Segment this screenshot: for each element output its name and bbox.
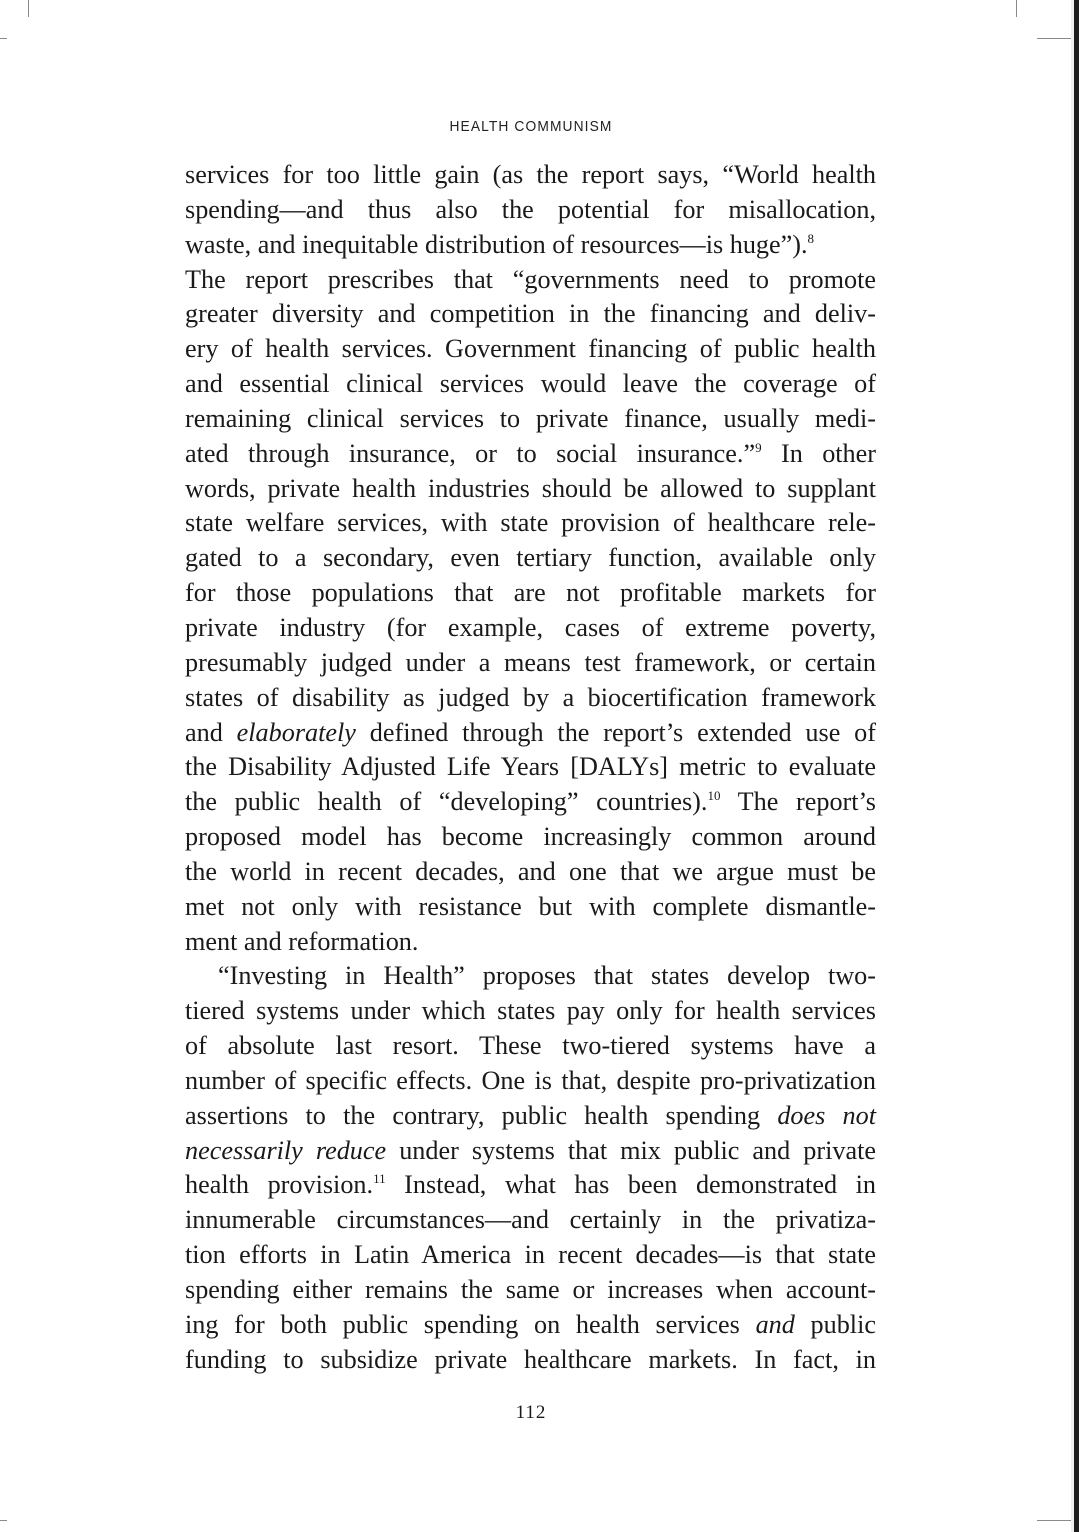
text-line: necessarily reduce under systems that mix public and private (185, 1135, 876, 1165)
text-line: gated to a secondary, even tertiary function, available only (185, 543, 876, 573)
text-line: private industry (for example, cases of extreme poverty, (185, 612, 876, 642)
text-line: state welfare services, with state provision of healthcare rele- (185, 508, 876, 538)
text-line: “Investing in Health” proposes that states develop two- (218, 961, 876, 991)
text-line: greater diversity and competition in the financing and deliv- (185, 299, 876, 329)
text-line: words, private health industries should be allowed to supplant (185, 473, 876, 503)
crop-mark-top-left-h (0, 38, 7, 39)
text-line: and elaborately defined through the report’s extended use of (185, 717, 876, 747)
emphasis: elaborately (236, 717, 356, 747)
text-line: innumerable circumstances—and certainly in the privatiza- (185, 1205, 876, 1235)
text-line: spending—and thus also the potential for misallocation, (185, 194, 876, 224)
text-line: and essential clinical services would leave the coverage of (185, 369, 876, 399)
text-line: tion efforts in Latin America in recent decades—is that state (185, 1240, 876, 1270)
crop-mark-bottom-right-h (1037, 1520, 1072, 1521)
text-line: proposed model has become increasingly common around (185, 822, 876, 852)
footnote-ref[interactable]: 8 (807, 230, 815, 246)
text-line: of absolute last resort. These two-tiered systems have a (185, 1031, 876, 1061)
footnote-ref[interactable]: 9 (755, 439, 762, 455)
crop-mark-top-right-h (1037, 38, 1072, 39)
text-line: the public health of “developing” countries).$^{10}$ The report’s (185, 787, 876, 817)
text-line: the Disability Adjusted Life Years [DALYs] metric to evaluate (185, 752, 876, 782)
footnote-ref[interactable]: 10 (707, 788, 721, 804)
text-line: met not only with resistance but with complete dismantle- (185, 891, 876, 921)
text-line: states of disability as judged by a biocertification framework (185, 682, 876, 712)
page-number: 112 (515, 1402, 547, 1423)
text-line: spending either remains the same or increases when account- (185, 1275, 876, 1304)
text-line: ment and reformation. (185, 926, 419, 956)
text-line: ated through insurance, or to social insurance.”$^9$ In other (185, 438, 876, 468)
body-text (185, 158, 876, 1378)
text-line: assertions to the contrary, public health spending does not (185, 1100, 877, 1130)
crop-mark-top-left (28, 0, 29, 17)
text-line: funding to subsidize private healthcare markets. In fact, in (185, 1344, 876, 1374)
crop-mark-top-right (1016, 0, 1017, 17)
page-edge (1074, 0, 1079, 1532)
emphasis: necessarily reduce (185, 1135, 387, 1165)
text-line: The report prescribes that “governments need to promote (185, 264, 876, 294)
text-line: for those populations that are not profitable markets for (185, 578, 876, 608)
text-line: remaining clinical services to private finance, usually medi- (185, 403, 876, 433)
emphasis: does not (777, 1100, 877, 1130)
text-line: tiered systems under which states pay only for health services (185, 996, 876, 1026)
text-line: the world in recent decades, and one that we argue must be (185, 856, 876, 886)
text-line: health provision.$^{11}$ Instead, what has been demonstrated in (185, 1170, 876, 1200)
text-line: ery of health services. Government financing of public health (185, 334, 876, 364)
running-header: HEALTH COMMUNISM (449, 118, 613, 135)
text-line: ing for both public spending on health services and public (185, 1309, 876, 1339)
emphasis: and (755, 1309, 795, 1339)
crop-mark-bottom-left-h (0, 1520, 7, 1521)
text-line: presumably judged under a means test framework, or certain (185, 647, 876, 677)
text-line: services for too little gain (as the report says, “World health (185, 160, 876, 189)
footnote-ref[interactable]: 11 (373, 1171, 386, 1187)
text-line: waste, and inequitable distribution of resources—is huge”).$^8$ (185, 229, 815, 259)
text-line: number of specific effects. One is that, despite pro-privatization (185, 1065, 876, 1095)
